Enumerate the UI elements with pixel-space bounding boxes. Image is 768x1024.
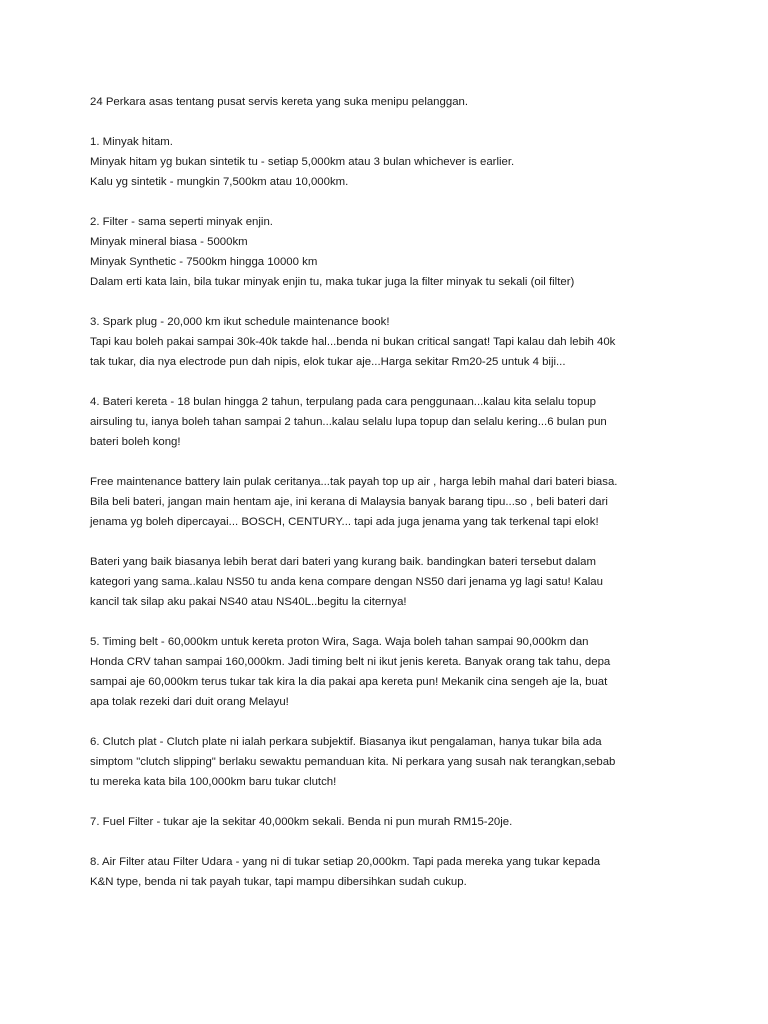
text-line: Tapi kau boleh pakai sampai 30k-40k takde hal...benda ni bukan critical sangat! Tapi kalau dah lebih 40k xyxy=(90,336,616,348)
text-line: tak tukar, dia nya electrode pun dah nipis, elok tukar aje...Harga sekitar Rm20-25 untuk 4 biji... xyxy=(90,356,566,368)
text-line: Dalam erti kata lain, bila tukar minyak enjin tu, maka tukar juga la filter minyak tu sekali (oil filter) xyxy=(90,276,575,288)
text-line: Bateri yang baik biasanya lebih berat dari bateri yang kurang baik. bandingkan bateri tersebut dalam xyxy=(90,556,596,568)
text-line: kategori yang sama..kalau NS50 tu anda kena compare dengan NS50 dari jenama yg lagi satu! Kalau xyxy=(90,576,603,588)
text-line: 7. Fuel Filter - tukar aje la sekitar 40,000km sekali. Benda ni pun murah RM15-20je. xyxy=(90,816,513,828)
paragraph xyxy=(90,132,690,192)
text-line: Kalu yg sintetik - mungkin 7,500km atau 10,000km. xyxy=(90,176,349,188)
paragraph xyxy=(90,732,690,792)
text-line: Minyak Synthetic - 7500km hingga 10000 km xyxy=(90,256,318,268)
text-line: Honda CRV tahan sampai 160,000km. Jadi timing belt ni ikut jenis kereta. Banyak orang tak tahu, depa xyxy=(90,656,611,668)
text-line: airsuling tu, ianya boleh tahan sampai 2 tahun...kalau selalu lupa topup dan selalu kering...6 bulan pun xyxy=(90,416,607,428)
text-line: Free maintenance battery lain pulak ceritanya...tak payah top up air , harga lebih mahal dari bateri biasa. xyxy=(90,476,618,488)
paragraph xyxy=(90,812,690,832)
text-line: K&N type, benda ni tak payah tukar, tapi mampu dibersihkan sudah cukup. xyxy=(90,876,467,888)
text-line: 5. Timing belt - 60,000km untuk kereta proton Wira, Saga. Waja boleh tahan sampai 90,000km dan xyxy=(90,636,589,648)
paragraph-list xyxy=(90,132,690,892)
paragraph xyxy=(90,552,690,612)
document-body xyxy=(90,92,690,912)
paragraph xyxy=(90,392,690,452)
text-line: kancil tak silap aku pakai NS40 atau NS40L..begitu la citernya! xyxy=(90,596,407,608)
text-line: 6. Clutch plat - Clutch plate ni ialah perkara subjektif. Biasanya ikut pengalaman, hanya tukar bila ada xyxy=(90,736,602,748)
paragraph xyxy=(90,312,690,372)
text-line: apa tolak rezeki dari duit orang Melayu! xyxy=(90,696,289,708)
text-line: Minyak hitam yg bukan sintetik tu - setiap 5,000km atau 3 bulan whichever is earlier. xyxy=(90,156,515,168)
text-line: 1. Minyak hitam. xyxy=(90,136,173,148)
paragraph xyxy=(90,212,690,292)
text-line: jenama yg boleh dipercayai... BOSCH, CENTURY... tapi ada juga jenama yang tak terkenal tapi elok! xyxy=(90,516,599,528)
text-line: 3. Spark plug - 20,000 km ikut schedule maintenance book! xyxy=(90,316,390,328)
text-line: Bila beli bateri, jangan main hentam aje, ini kerana di Malaysia banyak barang tipu...so , beli bateri dari xyxy=(90,496,608,508)
text-line: bateri boleh kong! xyxy=(90,436,181,448)
document-title: 24 Perkara asas tentang pusat servis kereta yang suka menipu pelanggan. xyxy=(90,96,469,108)
paragraph xyxy=(90,852,690,892)
text-line: sampai aje 60,000km terus tukar tak kira la dia pakai apa kereta pun! Mekanik cina sengeh aje la, buat xyxy=(90,676,608,688)
text-line: 4. Bateri kereta - 18 bulan hingga 2 tahun, terpulang pada cara penggunaan...kalau kita selalu topup xyxy=(90,396,596,408)
text-line: simptom "clutch slipping" berlaku sewaktu pemanduan kita. Ni perkara yang susah nak terangkan,sebab xyxy=(90,756,616,768)
paragraph xyxy=(90,472,690,532)
text-line: 2. Filter - sama seperti minyak enjin. xyxy=(90,216,273,228)
paragraph xyxy=(90,632,690,712)
text-line: Minyak mineral biasa - 5000km xyxy=(90,236,248,248)
text-line: tu mereka kata bila 100,000km baru tukar clutch! xyxy=(90,776,337,788)
text-line: 8. Air Filter atau Filter Udara - yang ni di tukar setiap 20,000km. Tapi pada mereka yang tukar kepada xyxy=(90,856,601,868)
